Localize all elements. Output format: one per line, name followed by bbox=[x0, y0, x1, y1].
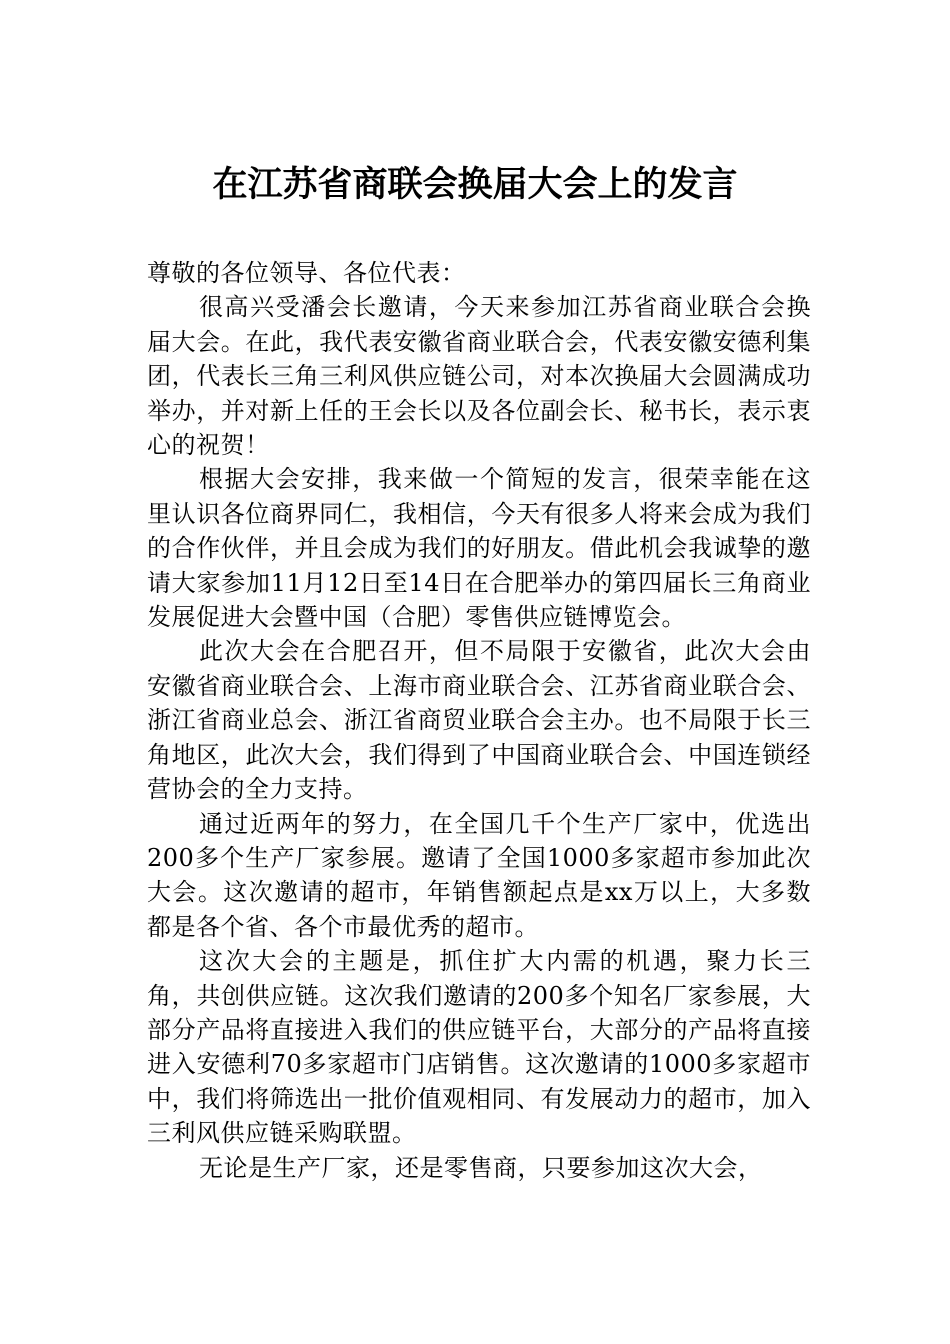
paragraph-3: 此次大会在合肥召开，但不局限于安徽省，此次大会由安徽省商业联合会、上海市商业联合会、江苏省商业联合会、浙江省商业总会、浙江省商贸业联合会主办。也不局限于长三角地区，此次大会，我们得到了中国商业联合会、中国连锁经营协会的全力支持。 bbox=[147, 637, 811, 804]
paragraph-2: 根据大会安排，我来做一个简短的发言，很荣幸能在这里认识各位商界同仁，我相信，今天有很多人将来会成为我们的合作伙伴，并且会成为我们的好朋友。借此机会我诚挚的邀请大家参加11月12日至14日在合肥举办的第四届长三角商业发展促进大会暨中国（合肥）零售供应链博览会。 bbox=[147, 465, 811, 632]
document-title: 在江苏省商联会换届大会上的发言 bbox=[212, 164, 738, 205]
paragraph-4: 通过近两年的努力，在全国几千个生产厂家中，优选出200多个生产厂家参展。邀请了全国1000多家超市参加此次大会。这次邀请的超市，年销售额起点是xx万以上，大多数都是各个省、各个市最优秀的超市。 bbox=[147, 809, 811, 941]
paragraph-6: 无论是生产厂家，还是零售商，只要参加这次大会， bbox=[199, 1153, 763, 1182]
salutation: 尊敬的各位领导、各位代表： bbox=[147, 259, 466, 287]
paragraph-1: 很高兴受潘会长邀请，今天来参加江苏省商业联合会换届大会。在此，我代表安徽省商业联合会，代表安徽安德利集团，代表长三角三利风供应链公司，对本次换届大会圆满成功举办，并对新上任的王会长以及各位副会长、秘书长，表示衷心的祝贺！ bbox=[147, 293, 811, 460]
paragraph-5: 这次大会的主题是，抓住扩大内需的机遇，聚力长三角，共创供应链。这次我们邀请的200多个知名厂家参展，大部分产品将直接进入我们的供应链平台，大部分的产品将直接进入安德利70多家超市门店销售。这次邀请的1000多家超市中，我们将筛选出一批价值观相同、有发展动力的超市，加入三利风供应链采购联盟。 bbox=[147, 947, 811, 1148]
document-body bbox=[147, 256, 811, 1185]
